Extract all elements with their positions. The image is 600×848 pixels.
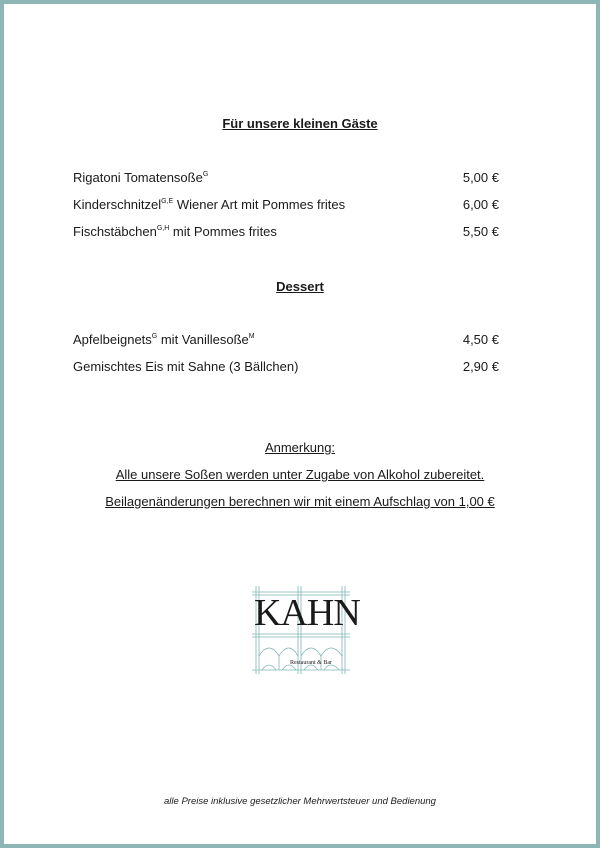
allergen-codes: G <box>151 333 158 340</box>
item-label: Apfelbeignets <box>73 332 152 347</box>
menu-price-apfelbeignets: 4,50 € <box>462 332 499 347</box>
kahn-logo <box>250 584 360 676</box>
item-label: Gemischtes Eis mit Sahne (3 Bällchen) <box>73 359 299 374</box>
dessert-heading: Dessert <box>276 279 324 294</box>
menu-price-fischstaebchen: 5,50 € <box>462 224 499 239</box>
item-label: Fischstäbchen <box>73 224 157 239</box>
menu-price-rigatoni: 5,00 € <box>462 170 499 185</box>
item-label: Kinderschnitzel <box>73 197 162 212</box>
item-description: mit Pommes frites <box>169 224 277 239</box>
note-line-surcharge: Beilagenänderungen berechnen wir mit einem Aufschlag von 1,00 € <box>105 494 495 509</box>
menu-item-kinderschnitzel <box>73 197 345 212</box>
menu-item-gemischtes-eis <box>73 359 298 374</box>
logo-tagline: Restaurant & Bar <box>290 660 332 666</box>
menu-item-apfelbeignets <box>73 332 255 347</box>
item-description: mit Vanillesoße <box>157 332 249 347</box>
menu-item-fischstaebchen <box>73 224 277 239</box>
allergen-codes: G,H <box>156 225 170 232</box>
logo-brand: KAHN <box>254 592 360 634</box>
allergen-codes: G <box>202 171 209 178</box>
item-description: Wiener Art mit Pommes frites <box>173 197 346 212</box>
menu-item-rigatoni <box>73 170 208 185</box>
footer-note: alle Preise inklusive gesetzlicher Mehrwertsteuer und Bedienung <box>164 796 436 807</box>
kids-heading: Für unsere kleinen Gäste <box>222 116 378 131</box>
menu-price-kinderschnitzel: 6,00 € <box>462 197 499 212</box>
note-line-alcohol: Alle unsere Soßen werden unter Zugabe von Alkohol zubereitet. <box>115 467 485 482</box>
item-label: Rigatoni Tomatensoße <box>73 170 203 185</box>
note-title: Anmerkung: <box>264 440 336 455</box>
allergen-codes-sauce: M <box>248 333 255 340</box>
menu-price-gemischtes-eis: 2,90 € <box>462 359 499 374</box>
allergen-codes: G,E <box>161 198 174 205</box>
